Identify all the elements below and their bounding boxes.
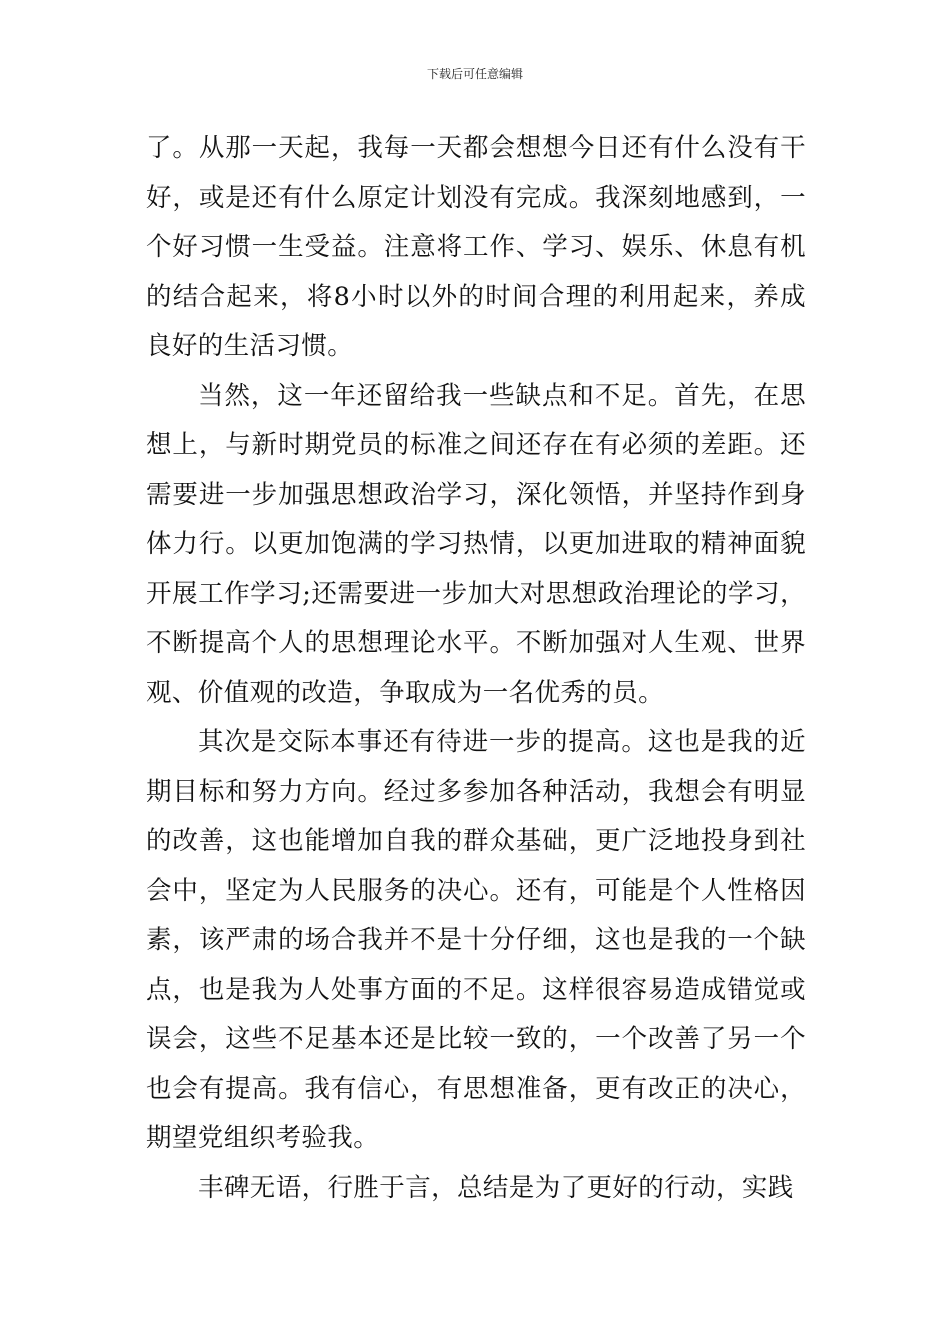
paragraph-3: 其次是交际本事还有待进一步的提高。这也是我的近期目标和努力方向。经过多参加各种活动，我想会有明显的改善，这也能增加自我的群众基础，更广泛地投身到社会中，坚定为人民服务的决心。还有，可能是个人性格因素，该严肃的场合我并不是十分仔细，这也是我的一个缺点，也是我为人处事方面的不足。这样很容易造成错觉或误会，这些不足基本还是比较一致的，一个改善了另一个也会有提高。我有信心，有思想准备，更有改正的决心，期望党组织考验我。 <box>146 727 806 1153</box>
paragraph-1: 了。从那一天起，我每一天都会想想今日还有什么没有干好，或是还有什么原定计划没有完成。我深刻地感到，一个好习惯一生受益。注意将工作、学习、娱乐、休息有机的结合起来，将8小时以外的时间合理的利用起来，养成良好的生活习惯。 <box>146 133 806 361</box>
paragraph-2: 当然，这一年还留给我一些缺点和不足。首先，在思想上，与新时期党员的标准之间还存在有必须的差距。还需要进一步加强思想政治学习，深化领悟，并坚持作到身体力行。以更加饱满的学习热情，以更加进取的精神面貌开展工作学习;还需要进一步加大对思想政治理论的学习，不断提高个人的思想理论水平。不断加强对人生观、世界观、价值观的改造，争取成为一名优秀的员。 <box>146 380 806 708</box>
page-header: 下载后可任意编辑 <box>426 67 523 81</box>
document-body <box>146 124 806 1213</box>
paragraph-4: 丰碑无语，行胜于言，总结是为了更好的行动，实践 <box>198 1172 794 1203</box>
